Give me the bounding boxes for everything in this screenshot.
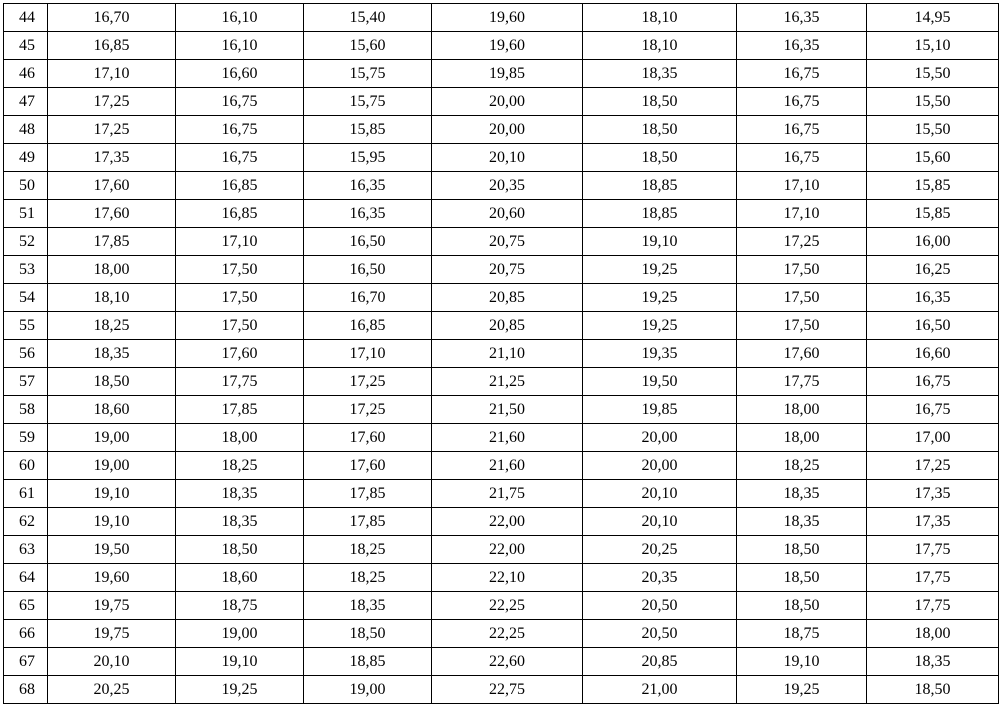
value-cell: 19,10 <box>48 480 176 508</box>
value-cell: 18,50 <box>176 536 304 564</box>
value-cell: 16,25 <box>867 256 999 284</box>
table-row <box>4 340 999 368</box>
value-cell: 16,85 <box>304 312 432 340</box>
value-cell: 18,50 <box>737 592 867 620</box>
value-cell: 22,10 <box>432 564 583 592</box>
value-cell: 20,00 <box>432 88 583 116</box>
row-number-cell: 55 <box>4 312 48 340</box>
value-cell: 20,35 <box>432 172 583 200</box>
row-number-cell: 53 <box>4 256 48 284</box>
value-cell: 16,85 <box>48 32 176 60</box>
value-cell: 18,00 <box>737 396 867 424</box>
table-row <box>4 396 999 424</box>
value-cell: 22,00 <box>432 536 583 564</box>
value-cell: 17,60 <box>48 200 176 228</box>
value-cell: 19,00 <box>48 424 176 452</box>
value-cell: 15,50 <box>867 60 999 88</box>
value-cell: 17,25 <box>867 452 999 480</box>
row-number-cell: 48 <box>4 116 48 144</box>
value-cell: 16,75 <box>867 368 999 396</box>
value-cell: 17,25 <box>304 368 432 396</box>
value-cell: 17,00 <box>867 424 999 452</box>
row-number-cell: 63 <box>4 536 48 564</box>
value-cell: 17,75 <box>737 368 867 396</box>
value-cell: 19,85 <box>432 60 583 88</box>
value-cell: 20,50 <box>583 620 737 648</box>
value-cell: 20,85 <box>432 312 583 340</box>
value-cell: 18,50 <box>583 144 737 172</box>
row-number-cell: 56 <box>4 340 48 368</box>
value-cell: 21,75 <box>432 480 583 508</box>
value-cell: 18,75 <box>176 592 304 620</box>
table-row <box>4 676 999 704</box>
value-cell: 17,35 <box>867 480 999 508</box>
value-cell: 18,50 <box>867 676 999 704</box>
value-cell: 19,10 <box>737 648 867 676</box>
table-row <box>4 592 999 620</box>
value-cell: 19,75 <box>48 592 176 620</box>
value-cell: 16,50 <box>867 312 999 340</box>
value-cell: 19,00 <box>304 676 432 704</box>
row-number-cell: 67 <box>4 648 48 676</box>
value-cell: 18,00 <box>176 424 304 452</box>
table-row <box>4 508 999 536</box>
value-cell: 16,75 <box>867 396 999 424</box>
value-cell: 20,00 <box>583 452 737 480</box>
value-cell: 17,75 <box>176 368 304 396</box>
value-cell: 18,50 <box>583 116 737 144</box>
value-cell: 15,10 <box>867 32 999 60</box>
value-cell: 20,75 <box>432 256 583 284</box>
value-cell: 16,70 <box>304 284 432 312</box>
table-row <box>4 564 999 592</box>
table-row <box>4 60 999 88</box>
value-cell: 15,95 <box>304 144 432 172</box>
value-cell: 17,60 <box>176 340 304 368</box>
value-cell: 18,00 <box>867 620 999 648</box>
value-cell: 22,75 <box>432 676 583 704</box>
value-cell: 19,25 <box>176 676 304 704</box>
value-cell: 20,10 <box>48 648 176 676</box>
value-cell: 16,35 <box>867 284 999 312</box>
value-cell: 21,60 <box>432 452 583 480</box>
value-cell: 21,10 <box>432 340 583 368</box>
table-row <box>4 228 999 256</box>
value-cell: 19,00 <box>176 620 304 648</box>
value-cell: 16,75 <box>176 88 304 116</box>
value-cell: 21,25 <box>432 368 583 396</box>
value-cell: 19,10 <box>176 648 304 676</box>
value-cell: 15,50 <box>867 116 999 144</box>
value-cell: 17,25 <box>48 116 176 144</box>
value-cell: 16,75 <box>737 144 867 172</box>
value-cell: 19,10 <box>48 508 176 536</box>
value-cell: 16,70 <box>48 4 176 32</box>
value-cell: 20,85 <box>583 648 737 676</box>
value-cell: 17,75 <box>867 536 999 564</box>
value-cell: 16,50 <box>304 256 432 284</box>
value-cell: 17,75 <box>867 564 999 592</box>
value-cell: 18,25 <box>48 312 176 340</box>
table-row <box>4 284 999 312</box>
value-cell: 18,50 <box>737 564 867 592</box>
table-row <box>4 256 999 284</box>
value-cell: 15,60 <box>867 144 999 172</box>
value-cell: 18,50 <box>583 88 737 116</box>
value-cell: 19,10 <box>583 228 737 256</box>
value-cell: 19,85 <box>583 396 737 424</box>
value-cell: 17,85 <box>176 396 304 424</box>
table-row <box>4 620 999 648</box>
value-cell: 16,35 <box>737 32 867 60</box>
value-cell: 18,35 <box>176 508 304 536</box>
value-cell: 17,35 <box>867 508 999 536</box>
value-cell: 17,25 <box>737 228 867 256</box>
value-cell: 22,25 <box>432 592 583 620</box>
row-number-cell: 65 <box>4 592 48 620</box>
value-cell: 19,00 <box>48 452 176 480</box>
value-cell: 18,35 <box>737 508 867 536</box>
row-number-cell: 45 <box>4 32 48 60</box>
value-cell: 18,85 <box>583 200 737 228</box>
value-cell: 15,85 <box>867 200 999 228</box>
value-cell: 18,35 <box>48 340 176 368</box>
value-cell: 22,00 <box>432 508 583 536</box>
value-cell: 18,25 <box>304 536 432 564</box>
table-row <box>4 536 999 564</box>
table-row <box>4 32 999 60</box>
value-cell: 15,75 <box>304 60 432 88</box>
value-cell: 17,60 <box>304 424 432 452</box>
value-cell: 20,25 <box>583 536 737 564</box>
value-cell: 18,25 <box>304 564 432 592</box>
value-cell: 18,60 <box>48 396 176 424</box>
row-number-cell: 59 <box>4 424 48 452</box>
value-cell: 22,60 <box>432 648 583 676</box>
table-row <box>4 172 999 200</box>
value-cell: 17,50 <box>737 312 867 340</box>
value-cell: 20,85 <box>432 284 583 312</box>
value-cell: 22,25 <box>432 620 583 648</box>
value-cell: 19,25 <box>737 676 867 704</box>
value-cell: 14,95 <box>867 4 999 32</box>
value-cell: 18,00 <box>48 256 176 284</box>
value-cell: 16,75 <box>176 116 304 144</box>
value-cell: 16,10 <box>176 32 304 60</box>
value-cell: 17,85 <box>48 228 176 256</box>
value-cell: 17,60 <box>304 452 432 480</box>
row-number-cell: 54 <box>4 284 48 312</box>
value-cell: 18,25 <box>737 452 867 480</box>
value-cell: 20,10 <box>583 508 737 536</box>
value-cell: 18,00 <box>737 424 867 452</box>
value-cell: 17,85 <box>304 480 432 508</box>
value-cell: 17,10 <box>176 228 304 256</box>
table-row <box>4 4 999 32</box>
row-number-cell: 68 <box>4 676 48 704</box>
value-cell: 17,25 <box>48 88 176 116</box>
row-number-cell: 51 <box>4 200 48 228</box>
value-cell: 15,85 <box>304 116 432 144</box>
value-cell: 17,35 <box>48 144 176 172</box>
value-cell: 15,60 <box>304 32 432 60</box>
value-cell: 19,75 <box>48 620 176 648</box>
row-number-cell: 46 <box>4 60 48 88</box>
value-cell: 15,85 <box>867 172 999 200</box>
row-number-cell: 57 <box>4 368 48 396</box>
value-cell: 17,50 <box>176 312 304 340</box>
value-cell: 17,10 <box>48 60 176 88</box>
value-cell: 21,00 <box>583 676 737 704</box>
value-cell: 16,60 <box>867 340 999 368</box>
value-cell: 17,10 <box>737 172 867 200</box>
value-cell: 21,60 <box>432 424 583 452</box>
row-number-cell: 47 <box>4 88 48 116</box>
value-cell: 17,50 <box>737 284 867 312</box>
row-number-cell: 58 <box>4 396 48 424</box>
row-number-cell: 44 <box>4 4 48 32</box>
value-cell: 18,35 <box>176 480 304 508</box>
value-cell: 19,60 <box>432 4 583 32</box>
value-cell: 18,35 <box>737 480 867 508</box>
table-body <box>4 4 999 704</box>
value-cell: 19,25 <box>583 284 737 312</box>
row-number-cell: 60 <box>4 452 48 480</box>
value-cell: 16,75 <box>737 60 867 88</box>
row-number-cell: 49 <box>4 144 48 172</box>
value-cell: 19,25 <box>583 256 737 284</box>
value-cell: 19,60 <box>432 32 583 60</box>
table-row <box>4 424 999 452</box>
value-cell: 18,10 <box>583 4 737 32</box>
value-cell: 16,50 <box>304 228 432 256</box>
table-row <box>4 116 999 144</box>
value-cell: 18,35 <box>304 592 432 620</box>
value-cell: 20,25 <box>48 676 176 704</box>
value-cell: 20,10 <box>432 144 583 172</box>
value-cell: 16,10 <box>176 4 304 32</box>
value-cell: 18,35 <box>583 60 737 88</box>
value-cell: 17,60 <box>48 172 176 200</box>
value-cell: 16,85 <box>176 200 304 228</box>
row-number-cell: 66 <box>4 620 48 648</box>
value-cell: 20,50 <box>583 592 737 620</box>
data-table <box>3 3 999 704</box>
value-cell: 16,75 <box>176 144 304 172</box>
value-cell: 20,00 <box>583 424 737 452</box>
value-cell: 18,85 <box>583 172 737 200</box>
value-cell: 20,10 <box>583 480 737 508</box>
value-cell: 17,75 <box>867 592 999 620</box>
value-cell: 20,35 <box>583 564 737 592</box>
value-cell: 18,10 <box>583 32 737 60</box>
table-row <box>4 452 999 480</box>
value-cell: 16,35 <box>737 4 867 32</box>
table-row <box>4 480 999 508</box>
value-cell: 18,75 <box>737 620 867 648</box>
value-cell: 20,75 <box>432 228 583 256</box>
value-cell: 19,50 <box>583 368 737 396</box>
value-cell: 19,35 <box>583 340 737 368</box>
value-cell: 18,50 <box>737 536 867 564</box>
value-cell: 18,25 <box>176 452 304 480</box>
table-row <box>4 200 999 228</box>
value-cell: 16,35 <box>304 172 432 200</box>
value-cell: 20,60 <box>432 200 583 228</box>
value-cell: 19,60 <box>48 564 176 592</box>
table-row <box>4 648 999 676</box>
value-cell: 17,50 <box>176 284 304 312</box>
value-cell: 15,40 <box>304 4 432 32</box>
row-number-cell: 62 <box>4 508 48 536</box>
value-cell: 19,50 <box>48 536 176 564</box>
value-cell: 17,25 <box>304 396 432 424</box>
value-cell: 21,50 <box>432 396 583 424</box>
value-cell: 15,50 <box>867 88 999 116</box>
value-cell: 16,85 <box>176 172 304 200</box>
table-row <box>4 312 999 340</box>
row-number-cell: 61 <box>4 480 48 508</box>
value-cell: 17,10 <box>304 340 432 368</box>
value-cell: 16,75 <box>737 88 867 116</box>
value-cell: 18,10 <box>48 284 176 312</box>
value-cell: 16,75 <box>737 116 867 144</box>
value-cell: 18,85 <box>304 648 432 676</box>
value-cell: 18,60 <box>176 564 304 592</box>
value-cell: 16,35 <box>304 200 432 228</box>
table-row <box>4 144 999 172</box>
row-number-cell: 64 <box>4 564 48 592</box>
value-cell: 17,85 <box>304 508 432 536</box>
value-cell: 17,50 <box>737 256 867 284</box>
value-cell: 16,00 <box>867 228 999 256</box>
value-cell: 19,25 <box>583 312 737 340</box>
value-cell: 17,10 <box>737 200 867 228</box>
table-row <box>4 368 999 396</box>
value-cell: 17,60 <box>737 340 867 368</box>
value-cell: 15,75 <box>304 88 432 116</box>
value-cell: 18,50 <box>48 368 176 396</box>
value-cell: 20,00 <box>432 116 583 144</box>
table-row <box>4 88 999 116</box>
value-cell: 18,35 <box>867 648 999 676</box>
row-number-cell: 50 <box>4 172 48 200</box>
value-cell: 17,50 <box>176 256 304 284</box>
row-number-cell: 52 <box>4 228 48 256</box>
value-cell: 18,50 <box>304 620 432 648</box>
value-cell: 16,60 <box>176 60 304 88</box>
